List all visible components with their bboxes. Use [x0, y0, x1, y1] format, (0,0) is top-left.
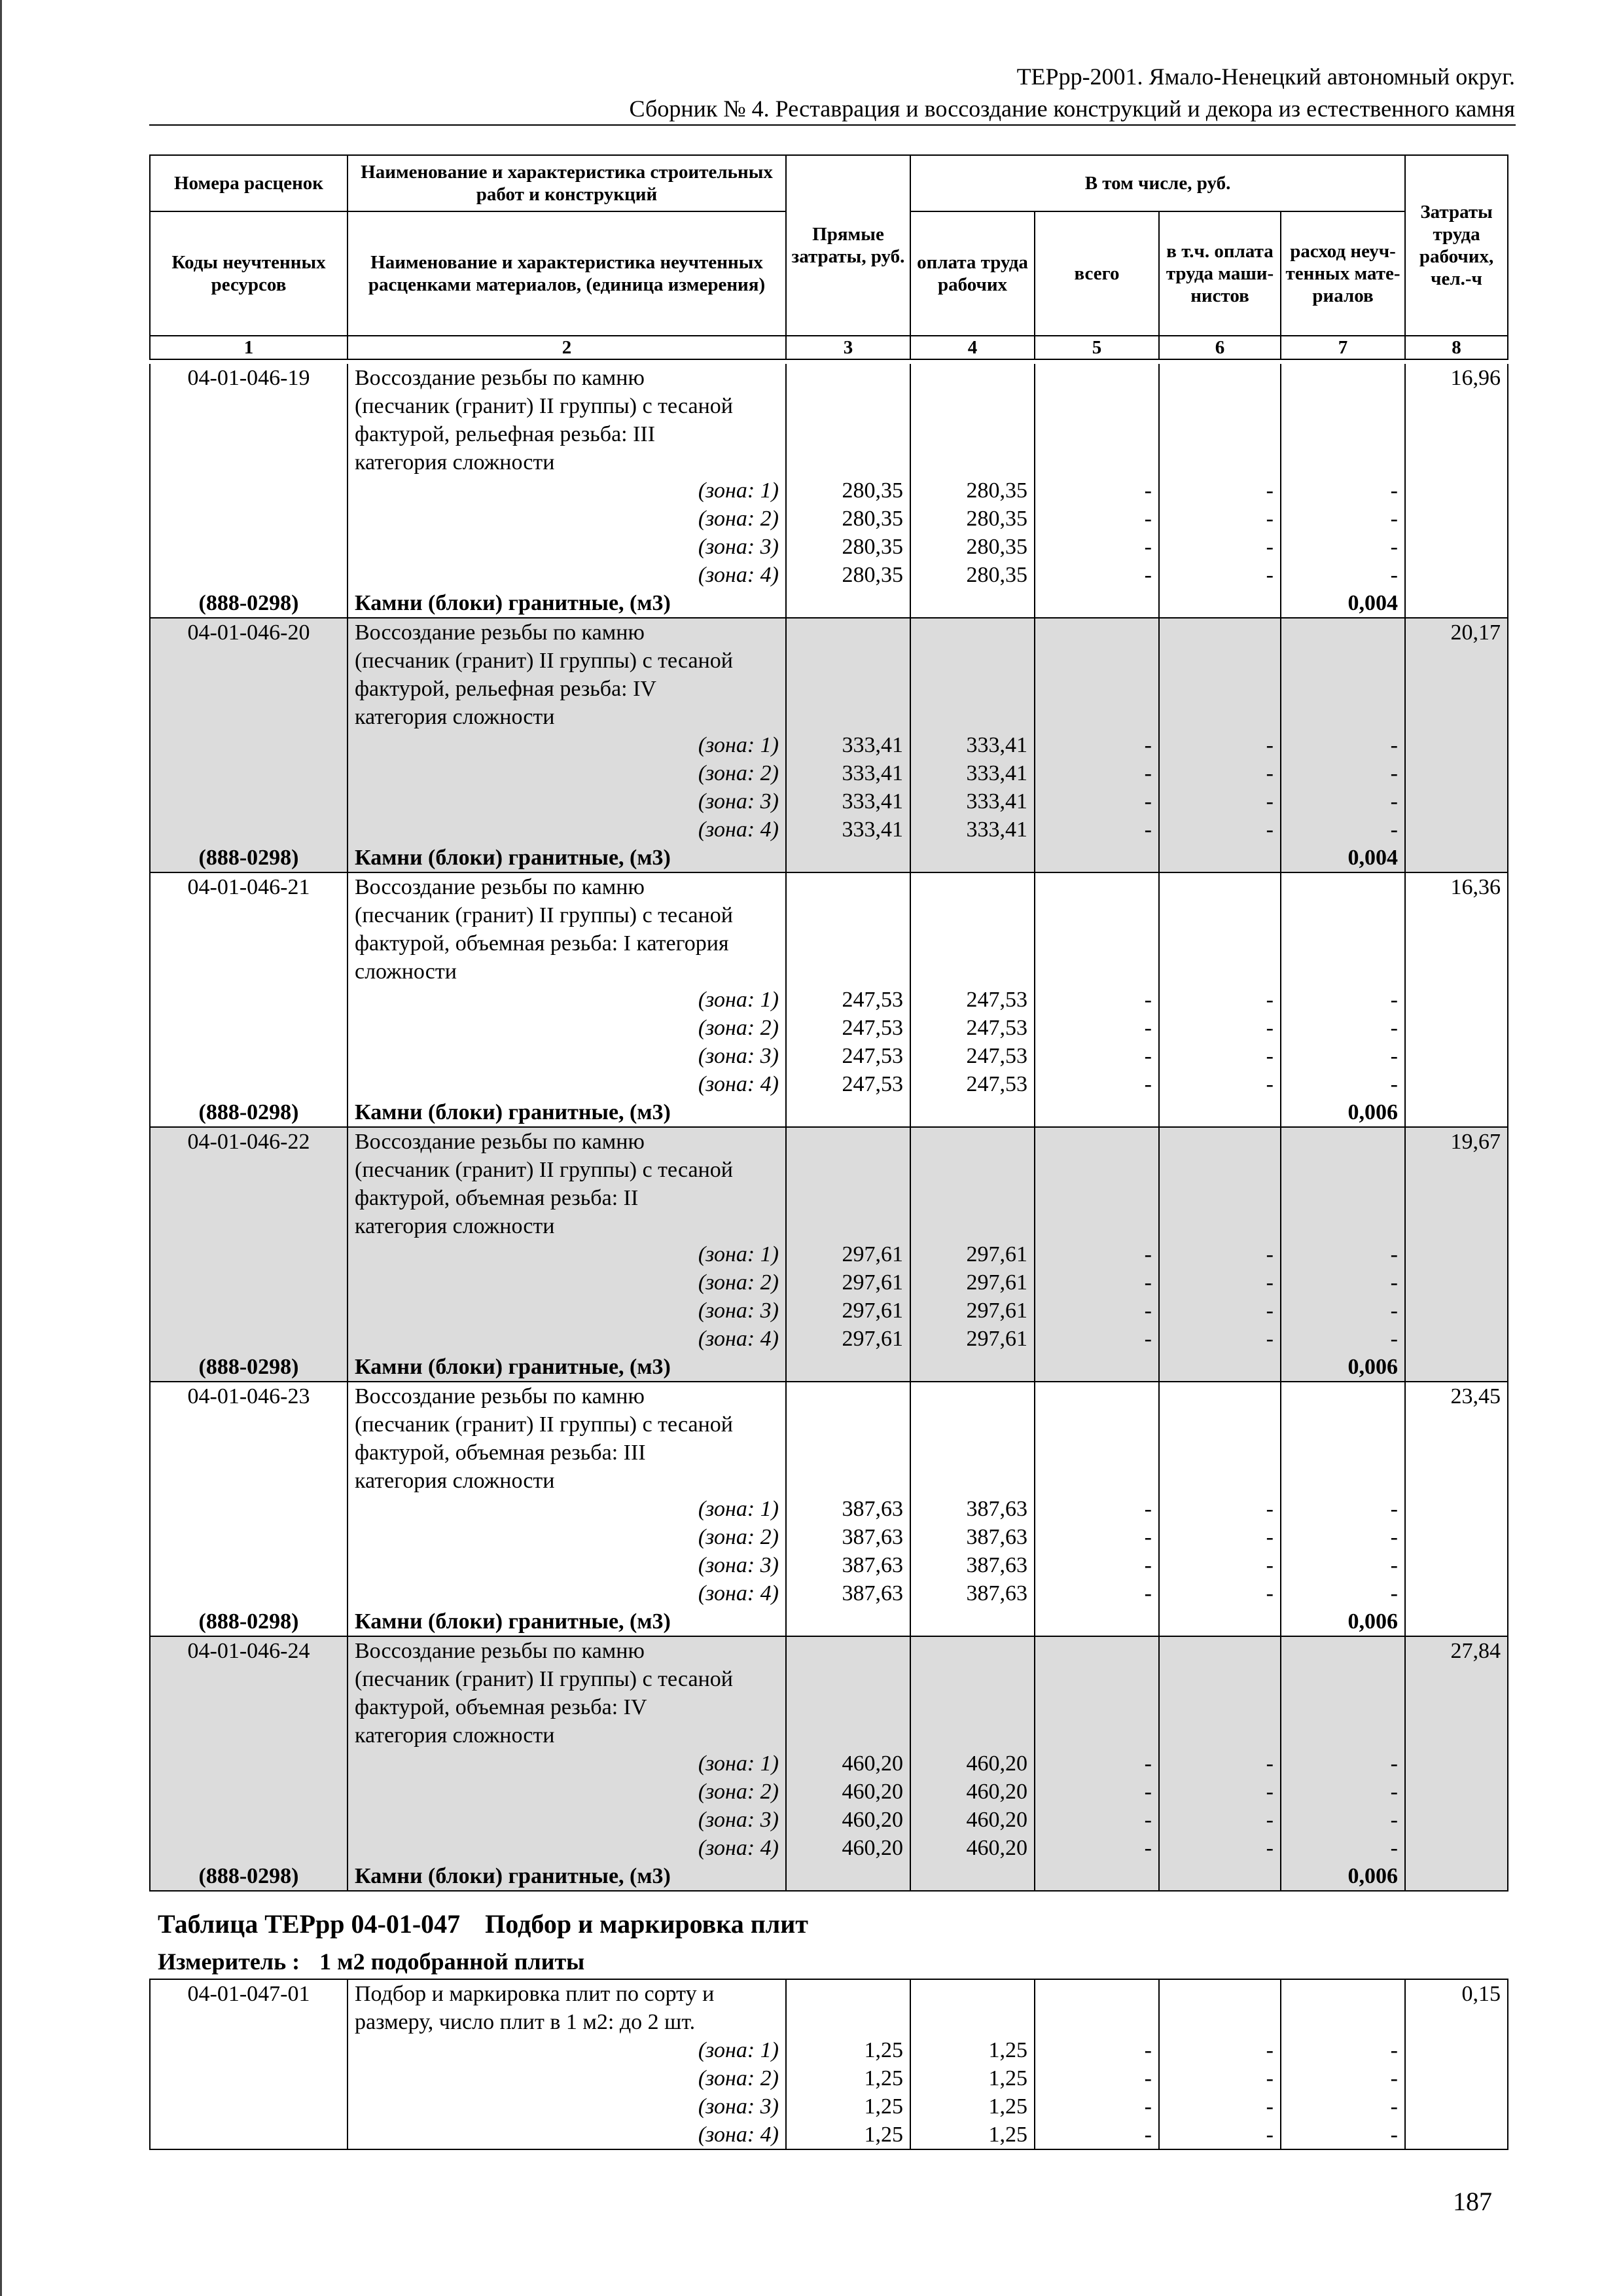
dash: - — [1266, 1299, 1274, 1323]
labor-value: 247,53 — [966, 1072, 1027, 1096]
resource-code: (888-0298) — [198, 1609, 299, 1634]
running-header-subtitle: Сборник № 4. Реставрация и воссоздание конструкций и декора из естественного камня — [629, 96, 1515, 122]
work-name-line: фактурой, объемная резьба: I категория — [355, 931, 729, 956]
work-name-line: Воссоздание резьбы по камню — [355, 620, 645, 645]
dash: - — [1266, 1581, 1274, 1605]
dash: - — [1144, 2123, 1152, 2147]
running-header-title: ТЕРрр-2001. Ямало-Ненецкий автономный округ. — [1016, 63, 1515, 90]
dash: - — [1144, 2094, 1152, 2119]
dash: - — [1390, 1497, 1398, 1521]
dash: - — [1266, 478, 1274, 503]
dash: - — [1266, 1808, 1274, 1832]
rate-row — [150, 872, 1508, 1127]
dash: - — [1144, 1808, 1152, 1832]
col1-top-header: Номера расценок — [150, 155, 348, 211]
rate-code: 04-01-047-01 — [187, 1982, 310, 2006]
zone-label: (зона: 1) — [698, 988, 779, 1012]
rate-row — [150, 618, 1508, 872]
zone-label: (зона: 3) — [698, 1044, 779, 1068]
cost-value: 247,53 — [842, 1044, 903, 1068]
dash: - — [1144, 1327, 1152, 1351]
work-name-line: (песчаник (гранит) II группы) с тесаной — [355, 1412, 733, 1437]
labor-value: 247,53 — [966, 1016, 1027, 1040]
col7-header: расход неуч- тенных мате- риалов — [1281, 211, 1405, 336]
dash: - — [1266, 1044, 1274, 1068]
cost-value: 280,35 — [842, 535, 903, 559]
dash: - — [1266, 2066, 1274, 2090]
page-edge — [0, 0, 2, 2296]
labor-value: 333,41 — [966, 789, 1027, 814]
dash: - — [1390, 1072, 1398, 1096]
col3-header: Прямые затраты, руб. — [786, 155, 910, 336]
dash: - — [1390, 1553, 1398, 1577]
column-numbers-row — [150, 336, 1508, 359]
dash: - — [1144, 1751, 1152, 1776]
labor-hours: 16,96 — [1450, 366, 1501, 390]
resource-qty: 0,004 — [1347, 591, 1398, 615]
cost-value: 387,63 — [842, 1525, 903, 1549]
dash: - — [1390, 1044, 1398, 1068]
cost-value: 1,25 — [864, 2123, 903, 2147]
zone-label: (зона: 3) — [698, 2094, 779, 2119]
dash: - — [1144, 1525, 1152, 1549]
col-num: 4 — [910, 336, 1035, 359]
work-name-line: (песчаник (гранит) II группы) с тесаной — [355, 1667, 733, 1691]
cost-value: 333,41 — [842, 761, 903, 785]
labor-hours: 27,84 — [1450, 1639, 1501, 1663]
dash: - — [1390, 2123, 1398, 2147]
dash: - — [1390, 1270, 1398, 1295]
table2-name: Подбор и маркировка плит — [485, 1909, 808, 1939]
cost-value: 460,20 — [842, 1780, 903, 1804]
work-name-line: категория сложности — [355, 1214, 555, 1238]
labor-value: 280,35 — [966, 563, 1027, 587]
zone-label: (зона: 1) — [698, 1242, 779, 1266]
cost-value: 1,25 — [864, 2038, 903, 2062]
resource-name: Камни (блоки) гранитные, (м3) — [355, 1864, 671, 1888]
dash: - — [1266, 2038, 1274, 2062]
zone-label: (зона: 1) — [698, 1751, 779, 1776]
table2-measure — [158, 1948, 584, 1975]
labor-value: 333,41 — [966, 817, 1027, 842]
dash: - — [1266, 988, 1274, 1012]
dash: - — [1266, 1016, 1274, 1040]
resource-qty: 0,006 — [1347, 1100, 1398, 1124]
table2 — [149, 1979, 1508, 2150]
dash: - — [1144, 988, 1152, 1012]
page-number: 187 — [1453, 2187, 1492, 2216]
zone-label: (зона: 3) — [698, 789, 779, 814]
dash: - — [1144, 1497, 1152, 1521]
dash: - — [1390, 1808, 1398, 1832]
cost-value: 280,35 — [842, 563, 903, 587]
labor-value: 1,25 — [988, 2123, 1027, 2147]
zone-label: (зона: 2) — [698, 2066, 779, 2090]
cost-value: 1,25 — [864, 2094, 903, 2119]
dash: - — [1144, 1016, 1152, 1040]
labor-value: 333,41 — [966, 761, 1027, 785]
col2-bottom-header: Наименование и характеристика неучтенных расценками материалов, (единица измерения) — [348, 211, 786, 336]
dash: - — [1144, 733, 1152, 757]
cost-value: 333,41 — [842, 733, 903, 757]
rate-row — [150, 1382, 1508, 1636]
resource-code: (888-0298) — [198, 1100, 299, 1124]
rates-table-body — [149, 364, 1508, 1892]
col-num: 2 — [348, 336, 786, 359]
measure-label: Измеритель : — [158, 1948, 300, 1975]
col-num: 6 — [1159, 336, 1281, 359]
dash: - — [1144, 1270, 1152, 1295]
dash: - — [1390, 2038, 1398, 2062]
dash: - — [1266, 1780, 1274, 1804]
zone-label: (зона: 1) — [698, 2038, 779, 2062]
zone-label: (зона: 4) — [698, 1581, 779, 1605]
dash: - — [1144, 1044, 1152, 1068]
table2-title — [158, 1909, 833, 1939]
work-name-line: сложности — [355, 960, 457, 984]
dash: - — [1390, 733, 1398, 757]
cost-value: 333,41 — [842, 789, 903, 814]
rates-table — [149, 154, 1508, 360]
dash: - — [1390, 1780, 1398, 1804]
cost-value: 297,61 — [842, 1242, 903, 1266]
dash: - — [1390, 817, 1398, 842]
work-name-line: категория сложности — [355, 450, 555, 475]
measure-value: 1 м2 подобранной плиты — [319, 1948, 585, 1975]
rate-code: 04-01-046-24 — [187, 1639, 310, 1663]
cost-value: 247,53 — [842, 1072, 903, 1096]
cost-value: 280,35 — [842, 507, 903, 531]
cost-value: 1,25 — [864, 2066, 903, 2090]
zone-label: (зона: 2) — [698, 1016, 779, 1040]
zone-label: (зона: 1) — [698, 1497, 779, 1521]
dash: - — [1266, 1525, 1274, 1549]
dash: - — [1144, 507, 1152, 531]
rate-row — [150, 1636, 1508, 1891]
labor-value: 460,20 — [966, 1751, 1027, 1776]
zone-label: (зона: 2) — [698, 1525, 779, 1549]
dash: - — [1144, 1072, 1152, 1096]
labor-value: 1,25 — [988, 2038, 1027, 2062]
zone-label: (зона: 4) — [698, 817, 779, 842]
resource-code: (888-0298) — [198, 591, 299, 615]
resource-name: Камни (блоки) гранитные, (м3) — [355, 591, 671, 615]
col2-top-header: Наименование и характеристика строительных работ и конструкций — [348, 155, 786, 211]
dash: - — [1144, 1553, 1152, 1577]
labor-value: 387,63 — [966, 1525, 1027, 1549]
resource-code: (888-0298) — [198, 1864, 299, 1888]
cost-value: 460,20 — [842, 1751, 903, 1776]
labor-hours: 16,36 — [1450, 875, 1501, 899]
resource-name: Камни (блоки) гранитные, (м3) — [355, 1100, 671, 1124]
dash: - — [1144, 478, 1152, 503]
dash: - — [1266, 2123, 1274, 2147]
zone-label: (зона: 2) — [698, 1270, 779, 1295]
dash: - — [1266, 1327, 1274, 1351]
col-num: 3 — [786, 336, 910, 359]
labor-hours: 20,17 — [1450, 620, 1501, 645]
dash: - — [1390, 1836, 1398, 1860]
work-name-line: категория сложности — [355, 1723, 555, 1748]
labor-value: 387,63 — [966, 1581, 1027, 1605]
labor-value: 460,20 — [966, 1836, 1027, 1860]
dash: - — [1390, 1016, 1398, 1040]
labor-value: 1,25 — [988, 2094, 1027, 2119]
work-name-line: Подбор и маркировка плит по сорту и — [355, 1982, 715, 2006]
col6-header: в т.ч. оплата труда маши- нистов — [1159, 211, 1281, 336]
dash: - — [1144, 535, 1152, 559]
rate-row — [150, 364, 1508, 618]
rate-row — [150, 1979, 1508, 2149]
dash: - — [1390, 988, 1398, 1012]
zone-label: (зона: 4) — [698, 1327, 779, 1351]
dash: - — [1266, 733, 1274, 757]
work-name-line: (песчаник (гранит) II группы) с тесаной — [355, 1158, 733, 1182]
dash: - — [1144, 1836, 1152, 1860]
work-name-line: категория сложности — [355, 705, 555, 729]
work-name-line: фактурой, рельефная резьба: IV — [355, 677, 656, 701]
cost-value: 387,63 — [842, 1581, 903, 1605]
cost-value: 460,20 — [842, 1836, 903, 1860]
dash: - — [1144, 2066, 1152, 2090]
dash: - — [1266, 1072, 1274, 1096]
cost-value: 460,20 — [842, 1808, 903, 1832]
cost-value: 297,61 — [842, 1299, 903, 1323]
zone-label: (зона: 4) — [698, 1836, 779, 1860]
resource-qty: 0,006 — [1347, 1864, 1398, 1888]
dash: - — [1144, 1299, 1152, 1323]
dash: - — [1390, 2066, 1398, 2090]
work-name-line: фактурой, рельефная резьба: III — [355, 422, 656, 446]
dash: - — [1144, 761, 1152, 785]
dash: - — [1390, 761, 1398, 785]
dash: - — [1266, 1497, 1274, 1521]
col-num: 7 — [1281, 336, 1405, 359]
work-name-line: Воссоздание резьбы по камню — [355, 875, 645, 899]
dash: - — [1390, 1327, 1398, 1351]
cost-value: 280,35 — [842, 478, 903, 503]
dash: - — [1390, 1525, 1398, 1549]
zone-label: (зона: 2) — [698, 761, 779, 785]
cost-value: 297,61 — [842, 1327, 903, 1351]
dash: - — [1390, 789, 1398, 814]
labor-hours: 19,67 — [1450, 1130, 1501, 1154]
labor-hours: 0,15 — [1461, 1982, 1501, 2006]
work-name-line: фактурой, объемная резьба: II — [355, 1186, 639, 1210]
dash: - — [1390, 1242, 1398, 1266]
cost-value: 247,53 — [842, 1016, 903, 1040]
labor-value: 460,20 — [966, 1808, 1027, 1832]
labor-value: 247,53 — [966, 1044, 1027, 1068]
rate-code: 04-01-046-22 — [187, 1130, 310, 1154]
work-name-line: размеру, число плит в 1 м2: до 2 шт. — [355, 2010, 696, 2034]
resource-name: Камни (блоки) гранитные, (м3) — [355, 846, 671, 870]
dash: - — [1266, 817, 1274, 842]
work-name-line: фактурой, объемная резьба: III — [355, 1441, 646, 1465]
work-name-line: (песчаник (гранит) II группы) с тесаной — [355, 903, 733, 927]
col1-bottom-header: Коды неучтенных ресурсов — [150, 211, 348, 336]
cost-value: 333,41 — [842, 817, 903, 842]
dash: - — [1266, 535, 1274, 559]
dash: - — [1390, 478, 1398, 503]
cost-value: 247,53 — [842, 988, 903, 1012]
zone-label: (зона: 1) — [698, 478, 779, 503]
dash: - — [1266, 563, 1274, 587]
col-num: 8 — [1405, 336, 1508, 359]
col-num: 5 — [1035, 336, 1159, 359]
resource-qty: 0,006 — [1347, 1355, 1398, 1379]
labor-value: 387,63 — [966, 1497, 1027, 1521]
cost-value: 387,63 — [842, 1553, 903, 1577]
dash: - — [1390, 535, 1398, 559]
zone-label: (зона: 3) — [698, 1299, 779, 1323]
dash: - — [1266, 1553, 1274, 1577]
cost-value: 297,61 — [842, 1270, 903, 1295]
labor-value: 387,63 — [966, 1553, 1027, 1577]
zone-label: (зона: 3) — [698, 1553, 779, 1577]
work-name-line: (песчаник (гранит) II группы) с тесаной — [355, 394, 733, 418]
work-name-line: Воссоздание резьбы по камню — [355, 1639, 645, 1663]
dash: - — [1144, 563, 1152, 587]
work-name-line: (песчаник (гранит) II группы) с тесаной — [355, 649, 733, 673]
resource-code: (888-0298) — [198, 846, 299, 870]
dash: - — [1266, 789, 1274, 814]
zone-label: (зона: 2) — [698, 507, 779, 531]
dash: - — [1390, 2094, 1398, 2119]
dash: - — [1144, 789, 1152, 814]
dash: - — [1390, 1751, 1398, 1776]
col-num: 1 — [150, 336, 348, 359]
work-name-line: фактурой, объемная резьба: IV — [355, 1695, 647, 1719]
dash: - — [1266, 1836, 1274, 1860]
dash: - — [1390, 563, 1398, 587]
work-name-line: Воссоздание резьбы по камню — [355, 1384, 645, 1408]
work-name-line: Воссоздание резьбы по камню — [355, 366, 645, 390]
rate-code: 04-01-046-21 — [187, 875, 310, 899]
dash: - — [1266, 1242, 1274, 1266]
labor-value: 280,35 — [966, 535, 1027, 559]
cost-value: 387,63 — [842, 1497, 903, 1521]
dash: - — [1144, 1242, 1152, 1266]
labor-value: 297,61 — [966, 1327, 1027, 1351]
labor-hours: 23,45 — [1450, 1384, 1501, 1408]
dash: - — [1144, 817, 1152, 842]
labor-value: 333,41 — [966, 733, 1027, 757]
table2-code: Таблица ТЕРрр 04-01-047 — [158, 1909, 461, 1939]
resource-qty: 0,006 — [1347, 1609, 1398, 1634]
dash: - — [1266, 761, 1274, 785]
rate-row — [150, 1127, 1508, 1382]
work-name-line: категория сложности — [355, 1469, 555, 1493]
rate-code: 04-01-046-19 — [187, 366, 310, 390]
zone-label: (зона: 1) — [698, 733, 779, 757]
resource-name: Камни (блоки) гранитные, (м3) — [355, 1609, 671, 1634]
labor-value: 297,61 — [966, 1270, 1027, 1295]
labor-value: 460,20 — [966, 1780, 1027, 1804]
dash: - — [1144, 1780, 1152, 1804]
zone-label: (зона: 3) — [698, 1808, 779, 1832]
dash: - — [1144, 2038, 1152, 2062]
zone-label: (зона: 4) — [698, 563, 779, 587]
dash: - — [1144, 1581, 1152, 1605]
dash: - — [1266, 1270, 1274, 1295]
zone-label: (зона: 4) — [698, 1072, 779, 1096]
dash: - — [1266, 1751, 1274, 1776]
rate-code: 04-01-046-23 — [187, 1384, 310, 1408]
resource-qty: 0,004 — [1347, 846, 1398, 870]
zone-label: (зона: 2) — [698, 1780, 779, 1804]
labor-value: 280,35 — [966, 507, 1027, 531]
resource-name: Камни (блоки) гранитные, (м3) — [355, 1355, 671, 1379]
col4-header: оплата труда рабочих — [910, 211, 1035, 336]
labor-value: 280,35 — [966, 478, 1027, 503]
dash: - — [1266, 507, 1274, 531]
labor-value: 247,53 — [966, 988, 1027, 1012]
incl-header: В том числе, руб. — [910, 155, 1405, 211]
work-name-line: Воссоздание резьбы по камню — [355, 1130, 645, 1154]
dash: - — [1390, 507, 1398, 531]
zone-label: (зона: 4) — [698, 2123, 779, 2147]
labor-value: 1,25 — [988, 2066, 1027, 2090]
rate-code: 04-01-046-20 — [187, 620, 310, 645]
dash: - — [1390, 1581, 1398, 1605]
zone-label: (зона: 3) — [698, 535, 779, 559]
col8-header: Затраты труда рабочих, чел.-ч — [1405, 155, 1508, 336]
resource-code: (888-0298) — [198, 1355, 299, 1379]
labor-value: 297,61 — [966, 1242, 1027, 1266]
dash: - — [1390, 1299, 1398, 1323]
dash: - — [1266, 2094, 1274, 2119]
header-rule — [149, 124, 1516, 126]
col5-header: всего — [1035, 211, 1159, 336]
labor-value: 297,61 — [966, 1299, 1027, 1323]
